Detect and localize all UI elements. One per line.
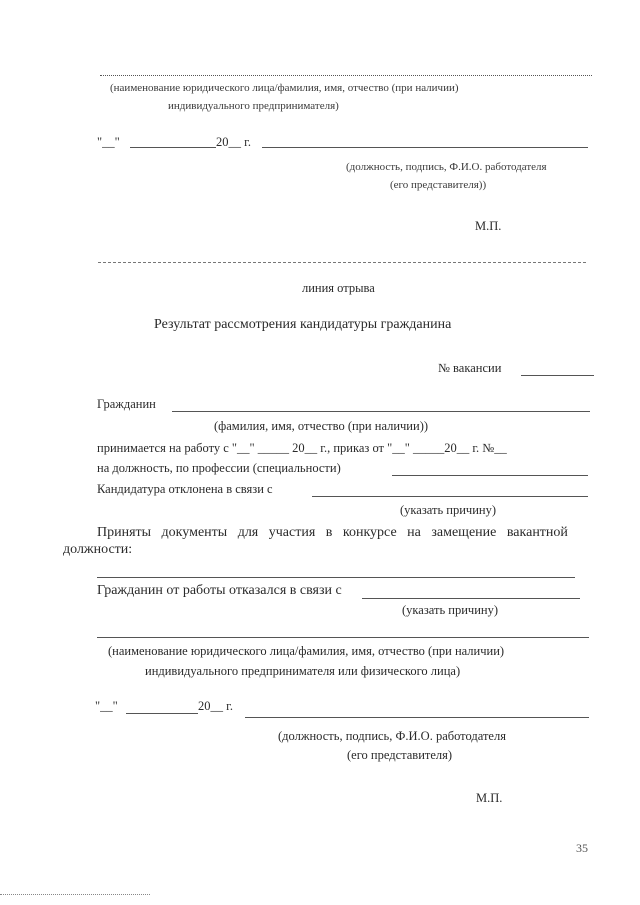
signature-caption-bottom-2: (его представителя): [347, 748, 453, 762]
org-name-line-bottom: [97, 637, 589, 638]
vacancy-number-line: [521, 375, 594, 376]
hired-text: принимается на работу с "__" _____ 20__ г., приказ от "__" _____20__ г. №__: [97, 441, 507, 455]
rejected-reason-line: [312, 496, 588, 497]
documents-text-2: должности:: [63, 542, 133, 557]
org-name-line-top: [100, 75, 592, 76]
org-caption-top-2: индивидуального предпринимателя): [168, 100, 339, 112]
date-month-line-bottom: [126, 713, 198, 714]
page-number: 35: [576, 841, 588, 855]
bottom-edge-line: [0, 894, 150, 895]
result-title: Результат рассмотрения кандидатуры гражданина: [154, 317, 452, 332]
stamp-bottom: М.П.: [476, 791, 503, 805]
date-year-top: 20__ г.: [216, 135, 251, 149]
reason-caption-2: (указать причину): [402, 603, 499, 617]
org-caption-bottom-2: индивидуального предпринимателя или физического лица): [145, 664, 461, 678]
tear-line-label: линия отрыва: [302, 281, 375, 295]
stamp-top: М.П.: [475, 219, 502, 233]
documents-line: [97, 577, 575, 578]
documents-text-1: Приняты документы для участия в конкурсе на замещение вакантной: [97, 525, 568, 540]
citizen-name-line: [172, 411, 590, 412]
signature-caption-top-1: (должность, подпись, Ф.И.О. работодателя: [346, 161, 547, 173]
position-line: [392, 475, 588, 476]
date-quote-top: "__": [97, 135, 120, 149]
date-quote-bottom: "__": [95, 699, 118, 713]
citizen-caption: (фамилия, имя, отчество (при наличии)): [214, 419, 429, 433]
date-month-line-top: [130, 147, 216, 148]
position-label: на должность, по профессии (специальности): [97, 461, 341, 475]
tear-line: [98, 262, 586, 263]
org-caption-top-1: (наименование юридического лица/фамилия, имя, отчество (при наличии): [110, 82, 459, 94]
reason-caption-1: (указать причину): [400, 503, 497, 517]
rejected-label: Кандидатура отклонена в связи с: [97, 482, 273, 496]
vacancy-label: № вакансии: [438, 361, 502, 375]
declined-label: Гражданин от работы отказался в связи с: [97, 583, 342, 598]
citizen-label: Гражданин: [97, 397, 156, 411]
date-year-bottom: 20__ г.: [198, 699, 233, 713]
signature-caption-bottom-1: (должность, подпись, Ф.И.О. работодателя: [278, 729, 506, 743]
declined-reason-line: [362, 598, 580, 599]
signature-line-top: [262, 147, 588, 148]
signature-line-bottom: [245, 717, 589, 718]
signature-caption-top-2: (его представителя)): [390, 179, 487, 191]
org-caption-bottom-1: (наименование юридического лица/фамилия, имя, отчество (при наличии): [108, 644, 505, 658]
